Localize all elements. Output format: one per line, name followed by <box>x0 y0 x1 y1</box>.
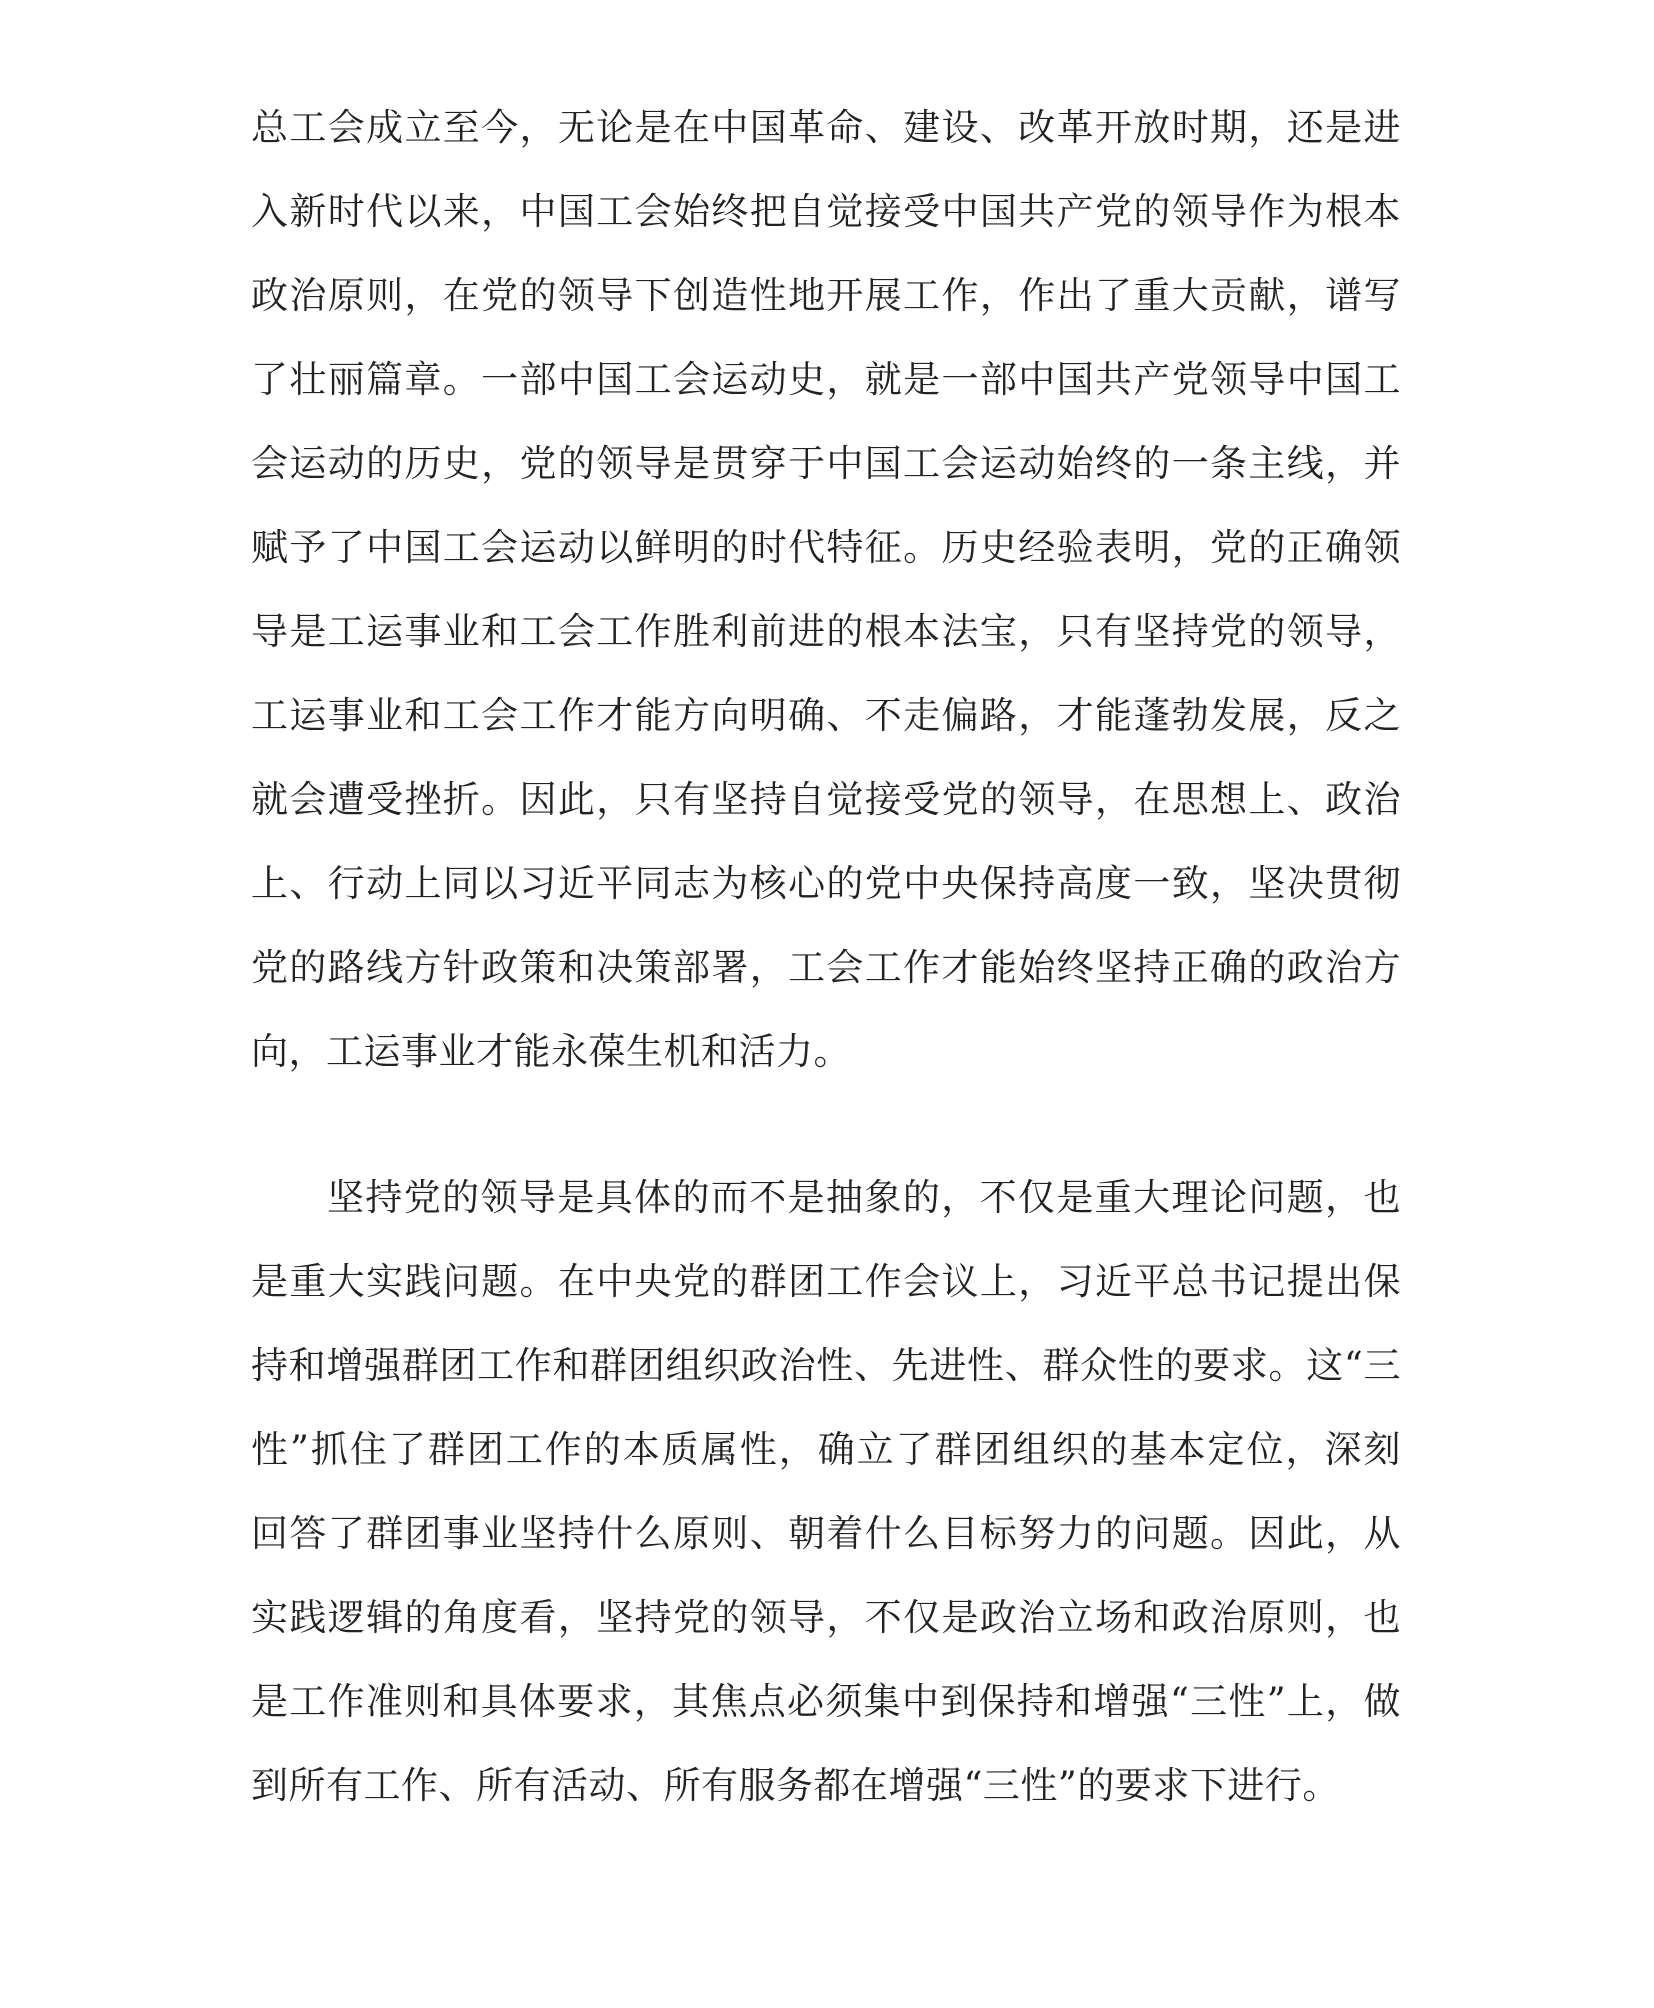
text-line: 上、行动上同以习近平同志为核心的党中央保持高度一致，坚决贯彻 <box>251 862 1401 905</box>
text-line: 政治原则，在党的领导下创造性地开展工作，作出了重大贡献，谱写 <box>251 274 1401 317</box>
text-line: 了壮丽篇章。一部中国工会运动史，就是一部中国共产党领导中国工 <box>251 358 1401 401</box>
text-line: 会运动的历史，党的领导是贯穿于中国工会运动始终的一条主线，并 <box>251 442 1401 485</box>
paragraph-2 <box>251 1156 1401 1828</box>
text-line: 是重大实践问题。在中央党的群团工作会议上，习近平总书记提出保 <box>251 1260 1401 1303</box>
text-line: 性”抓住了群团工作的本质属性，确立了群团组织的基本定位，深刻 <box>251 1428 1401 1471</box>
paragraph-1 <box>251 86 1401 1094</box>
text-line: 入新时代以来，中国工会始终把自觉接受中国共产党的领导作为根本 <box>251 190 1401 233</box>
text-line: 到所有工作、所有活动、所有服务都在增强“三性”的要求下进行。 <box>251 1764 1340 1807</box>
text-line: 坚持党的领导是具体的而不是抽象的，不仅是重大理论问题，也 <box>327 1176 1401 1219</box>
text-line: 实践逻辑的角度看，坚持党的领导，不仅是政治立场和政治原则，也 <box>251 1596 1401 1639</box>
text-line: 赋予了中国工会运动以鲜明的时代特征。历史经验表明，党的正确领 <box>251 526 1401 569</box>
text-line: 向，工运事业才能永葆生机和活力。 <box>251 1030 851 1073</box>
text-line: 党的路线方针政策和决策部署，工会工作才能始终坚持正确的政治方 <box>251 946 1401 989</box>
text-line: 就会遭受挫折。因此，只有坚持自觉接受党的领导，在思想上、政治 <box>251 778 1401 821</box>
text-line: 是工作准则和具体要求，其焦点必须集中到保持和增强“三性”上，做 <box>251 1680 1401 1723</box>
text-line: 回答了群团事业坚持什么原则、朝着什么目标努力的问题。因此，从 <box>251 1512 1401 1555</box>
text-line: 持和增强群团工作和群团组织政治性、先进性、群众性的要求。这“三 <box>251 1344 1401 1387</box>
text-line: 总工会成立至今，无论是在中国革命、建设、改革开放时期，还是进 <box>251 106 1401 149</box>
text-line: 导是工运事业和工会工作胜利前进的根本法宝，只有坚持党的领导， <box>251 610 1401 653</box>
text-line: 工运事业和工会工作才能方向明确、不走偏路，才能蓬勃发展，反之 <box>251 694 1401 737</box>
